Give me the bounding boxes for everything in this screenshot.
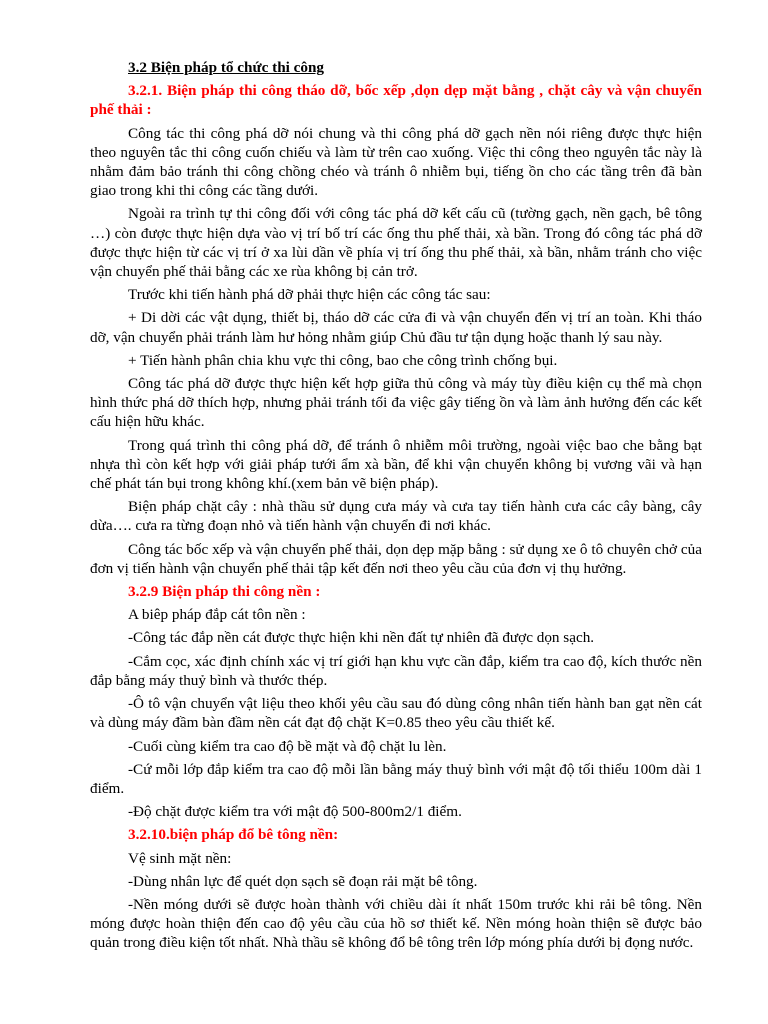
paragraph: Trước khi tiến hành phá dỡ phải thực hiện các công tác sau: — [128, 286, 491, 304]
paragraph: -Dùng nhân lực để quét dọn sạch sẽ đoạn rải mặt bê tông. — [128, 872, 478, 890]
paragraph: Biện pháp chặt cây : nhà thầu sử dụng cưa máy và cưa tay tiến hành cưa các cây bàng, cây dừa…. cưa ra từng đoạn nhỏ và tiến hành vận chuyển đi nơi khác. — [90, 498, 702, 535]
paragraph: -Nền móng dưới sẽ được hoàn thành với chiều dài ít nhất 150m trước khi rải bê tông. Nền móng được hoàn thiện đến cao độ yêu cầu của hồ sơ thiết kế. Nền móng hoàn thiện sẽ được bảo quản trong điều kiện tốt nhất. Nhà thầu sẽ không đổ bê tông trên lớp móng phía dưới bị đọng nước. — [90, 895, 702, 952]
paragraph: Vệ sinh mặt nền: — [128, 849, 232, 867]
paragraph: + Di dời các vật dụng, thiết bị, tháo dỡ các cửa đi và vận chuyển đến vị trí an toàn. Khi tháo dỡ, vận chuyển phải tránh làm hư hỏng nhằm giúp Chủ đầu tư tận dụng hoặc thanh lý sau này. — [90, 309, 702, 346]
paragraph: Ngoài ra trình tự thi công đối với công tác phá dỡ kết cấu cũ (tường gạch, nền gạch, bê tông …) còn được thực hiện dựa vào vị trí bố trí các ống thu phế thải, xà bần. Trong đó công tác phá dỡ được thực hiện từ các vị trí ở xa lùi dần về phía vị trí ống thu phế thải, xà bần, nhằm tránh cho việc vận chuyển phế thải bằng các xe rùa không bị cản trở. — [90, 205, 702, 281]
paragraph: -Cuối cùng kiểm tra cao độ bề mặt và độ chặt lu lèn. — [128, 737, 447, 755]
paragraph: + Tiến hành phân chia khu vực thi công, bao che công trình chống bụi. — [128, 351, 558, 369]
section-title: 3.2 Biện pháp tổ chức thi công — [128, 59, 325, 76]
subsection-heading-3-2-9: 3.2.9 Biện pháp thi công nền : — [128, 583, 321, 601]
paragraph: Công tác bốc xếp và vận chuyển phế thải, dọn dẹp mặp bằng : sử dụng xe ô tô chuyên chở của đơn vị tiến hành vận chuyển phế thải tập kết đến nơi theo yêu cầu của đơn vị thụ hưởng. — [90, 540, 702, 577]
paragraph: Công tác thi công phá dỡ nói chung và thi công phá dỡ gạch nền nói riêng được thực hiện theo nguyên tắc thi công cuốn chiếu và làm từ trên cao xuống. Việc thi công theo nguyên tắc này là nhằm đảm bảo tránh thi công chồng chéo và tránh ô nhiễm bụi, tiếng ồn cho các tầng trên đã bàn giao trong khi thi công các tầng dưới. — [90, 124, 702, 200]
paragraph: A biêp pháp đắp cát tôn nền : — [128, 606, 306, 624]
paragraph: -Độ chặt được kiểm tra với mật độ 500-800m2/1 điểm. — [128, 803, 462, 821]
paragraph: Công tác phá dỡ được thực hiện kết hợp giữa thủ công và máy tùy điều kiện cụ thể mà chọn hình thức phá dỡ thích hợp, nhưng phải tránh tối đa việc gây tiếng ồn và làm ảnh hưởng đến các kết cấu hiện hữu khác. — [90, 375, 702, 431]
subsection-heading-3-2-10: 3.2.10.biện pháp đổ bê tông nền: — [128, 826, 339, 844]
paragraph: -Công tác đắp nền cát được thực hiện khi nền đất tự nhiên đã được dọn sạch. — [128, 629, 595, 647]
paragraph: Trong quá trình thi công phá dỡ, để tránh ô nhiễm môi trường, ngoài việc bao che bằng bạt nhựa thì còn kết hợp với giải pháp tưới ẩm xà bần, để khi vận chuyển không bị vương vãi và hạn chế phát tán bụi trong không khí.(xem bản vẽ biện pháp). — [90, 436, 702, 493]
document-page — [90, 58, 702, 957]
subsection-heading-3-2-1: 3.2.1. Biện pháp thi công tháo dỡ, bốc xếp ,dọn dẹp mặt bằng , chặt cây và vận chuyển phế thải : — [90, 82, 702, 119]
paragraph: -Ô tô vận chuyển vật liệu theo khối yêu cầu sau đó dùng công nhân tiến hành ban gạt nền cát và dùng máy đầm bàn đầm nền cát đạt độ chặt K=0.85 theo yêu cầu thiết kế. — [90, 695, 702, 732]
paragraph: -Cắm cọc, xác định chính xác vị trí giới hạn khu vực cần đắp, kiểm tra cao độ, kích thước nền đắp bằng máy thuỷ bình và thước thép. — [90, 652, 702, 689]
paragraph: -Cứ mỗi lớp đắp kiểm tra cao độ mỗi lần bằng máy thuỷ bình với mật độ tối thiểu 100m dài 1 điểm. — [90, 760, 702, 797]
